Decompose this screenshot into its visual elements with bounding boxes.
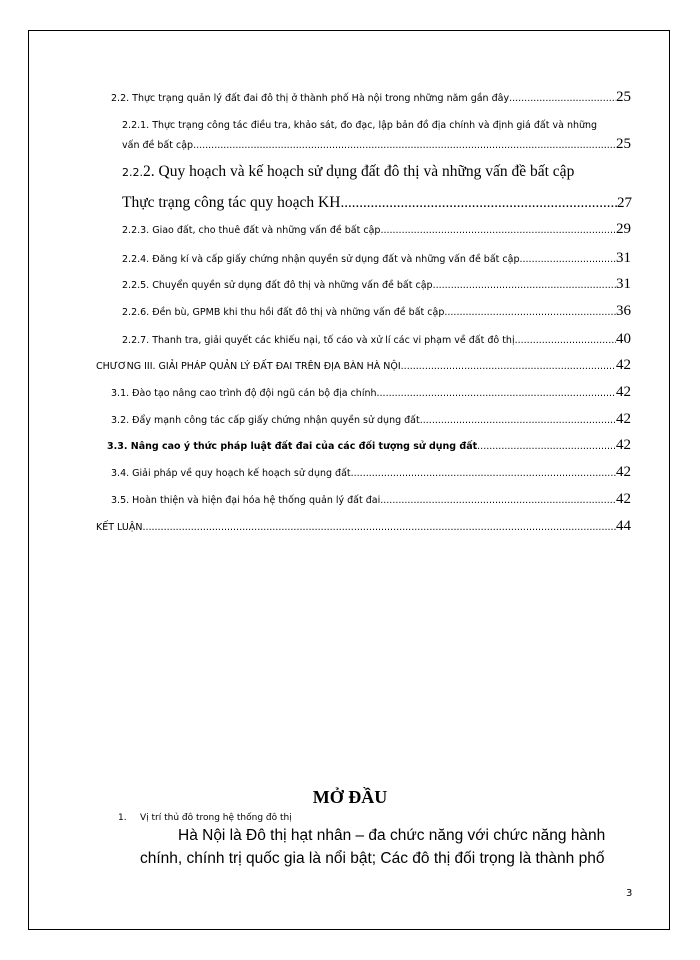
section-heading: MỞ ĐẦU [312,787,388,807]
dot-leader [420,415,616,426]
toc-entry[interactable] [96,518,631,535]
toc-entry-heading[interactable] [122,163,574,181]
toc-entry[interactable] [122,136,631,153]
toc-entry-title: Thực trạng công tác quy hoạch KH [122,194,341,211]
dot-leader [444,307,616,318]
toc-entry[interactable] [122,194,632,212]
dot-leader [340,195,617,212]
toc-entry-page: 36 [616,303,631,319]
dot-leader [519,254,616,265]
item-number: 1. [118,813,127,823]
toc-entry[interactable] [111,491,631,508]
toc-entry-page: 27 [617,195,632,211]
toc-entry[interactable] [96,357,631,374]
toc-entry-title: 2.2.7. Thanh tra, giải quyết các khiếu nại, tố cáo và xử lí các vi phạm về đất đô thị [122,335,515,346]
toc-entry[interactable] [107,437,631,454]
toc-entry-title: 2. Quy hoạch và kế hoạch sử dụng đất đô thị và những vấn đề bất cập [143,163,575,180]
dot-leader [377,388,616,399]
toc-entry-title: 2.2.3. Giao đất, cho thuê đất và những vấn đề bất cập [122,225,381,236]
toc-entry-title: CHƯƠNG III. GIẢI PHÁP QUẢN LÝ ĐẤT ĐAI TRÊN ĐỊA BÀN HÀ NỘI [96,361,401,372]
toc-entry-title: 2.2. Thực trạng quản lý đất đai đô thị ở thành phố Hà nội trong những năm gần đây [111,93,510,104]
toc-entry[interactable] [111,384,631,401]
dot-leader [193,140,616,151]
toc-entry-title: 2.2.6. Đền bù, GPMB khi thu hồi đất đô thị và những vấn đề bất cập [122,307,445,318]
toc-entry-title-line1[interactable]: 2.2.1. Thực trạng công tác điều tra, khảo sát, đo đạc, lập bản đồ địa chính và định giá đất và những [122,120,598,131]
dot-leader [380,225,616,236]
toc-entry-title: 3.4. Giải pháp về quy hoạch kế hoạch sử dụng đất [111,468,351,479]
item-text: Vị trí thủ đô trong hệ thống đô thị [140,813,292,823]
dot-leader [351,468,616,479]
dot-leader [433,280,616,291]
toc-entry-title: KẾT LUẬN [96,522,143,533]
toc-entry-page: 42 [616,491,631,507]
body-text-line: Hà Nội là Đô thị hạt nhân – đa chức năng với chức năng hành [178,827,606,844]
dot-leader [142,522,616,533]
toc-entry-page: 25 [616,89,631,105]
dot-leader [380,495,616,506]
toc-entry-page: 31 [616,276,631,292]
page-number: 3 [626,888,633,899]
dot-leader [515,335,616,346]
toc-entry-title: 2.2.4. Đăng kí và cấp giấy chứng nhận quyền sử dụng đất và những vấn đề bất cập [122,254,520,265]
toc-entry[interactable] [122,331,631,348]
toc-entry-title-line2: vấn đề bất cập [122,140,194,151]
toc-entry[interactable] [122,250,631,267]
body-text-line: chính, chính trị quốc gia là nổi bật; Các đô thị đối trọng là thành phố [140,850,605,867]
toc-entry[interactable] [111,411,631,428]
toc-entry[interactable] [111,89,631,106]
toc-entry[interactable] [122,221,631,238]
toc-entry-page: 42 [616,357,631,373]
toc-entry-page: 31 [616,250,631,266]
toc-entry-page: 29 [616,221,631,237]
toc-entry-title: 3.2. Đẩy mạnh công tác cấp giấy chứng nhận quyền sử dụng đất [111,415,420,426]
toc-entry-page: 42 [616,437,631,453]
toc-entry-title: 3.5. Hoàn thiện và hiện đại hóa hệ thống quản lý đất đai [111,495,381,506]
toc-entry-page: 42 [616,464,631,480]
toc-entry-page: 40 [616,331,631,347]
toc-entry[interactable] [111,464,631,481]
toc-entry-title: 3.1. Đào tạo nâng cao trình độ đội ngũ cán bộ địa chính [111,388,377,399]
toc-entry-title: 3.3. Nâng cao ý thức pháp luật đất đai của các đối tượng sử dụng đất [107,441,478,452]
toc-entry-page: 42 [616,411,631,427]
toc-entry-prefix: 2.2. [122,166,143,179]
toc-entry[interactable] [122,303,631,320]
toc-entry-page: 42 [616,384,631,400]
numbered-item [118,813,292,823]
dot-leader [401,361,616,372]
toc-entry-page: 44 [616,518,631,534]
dot-leader [477,441,616,452]
toc-entry-title: 2.2.5. Chuyển quyền sử dụng đất đô thị và những vấn đề bất cập [122,280,433,291]
toc-entry-page: 25 [616,136,631,152]
dot-leader [509,93,616,104]
toc-entry[interactable] [122,276,631,293]
